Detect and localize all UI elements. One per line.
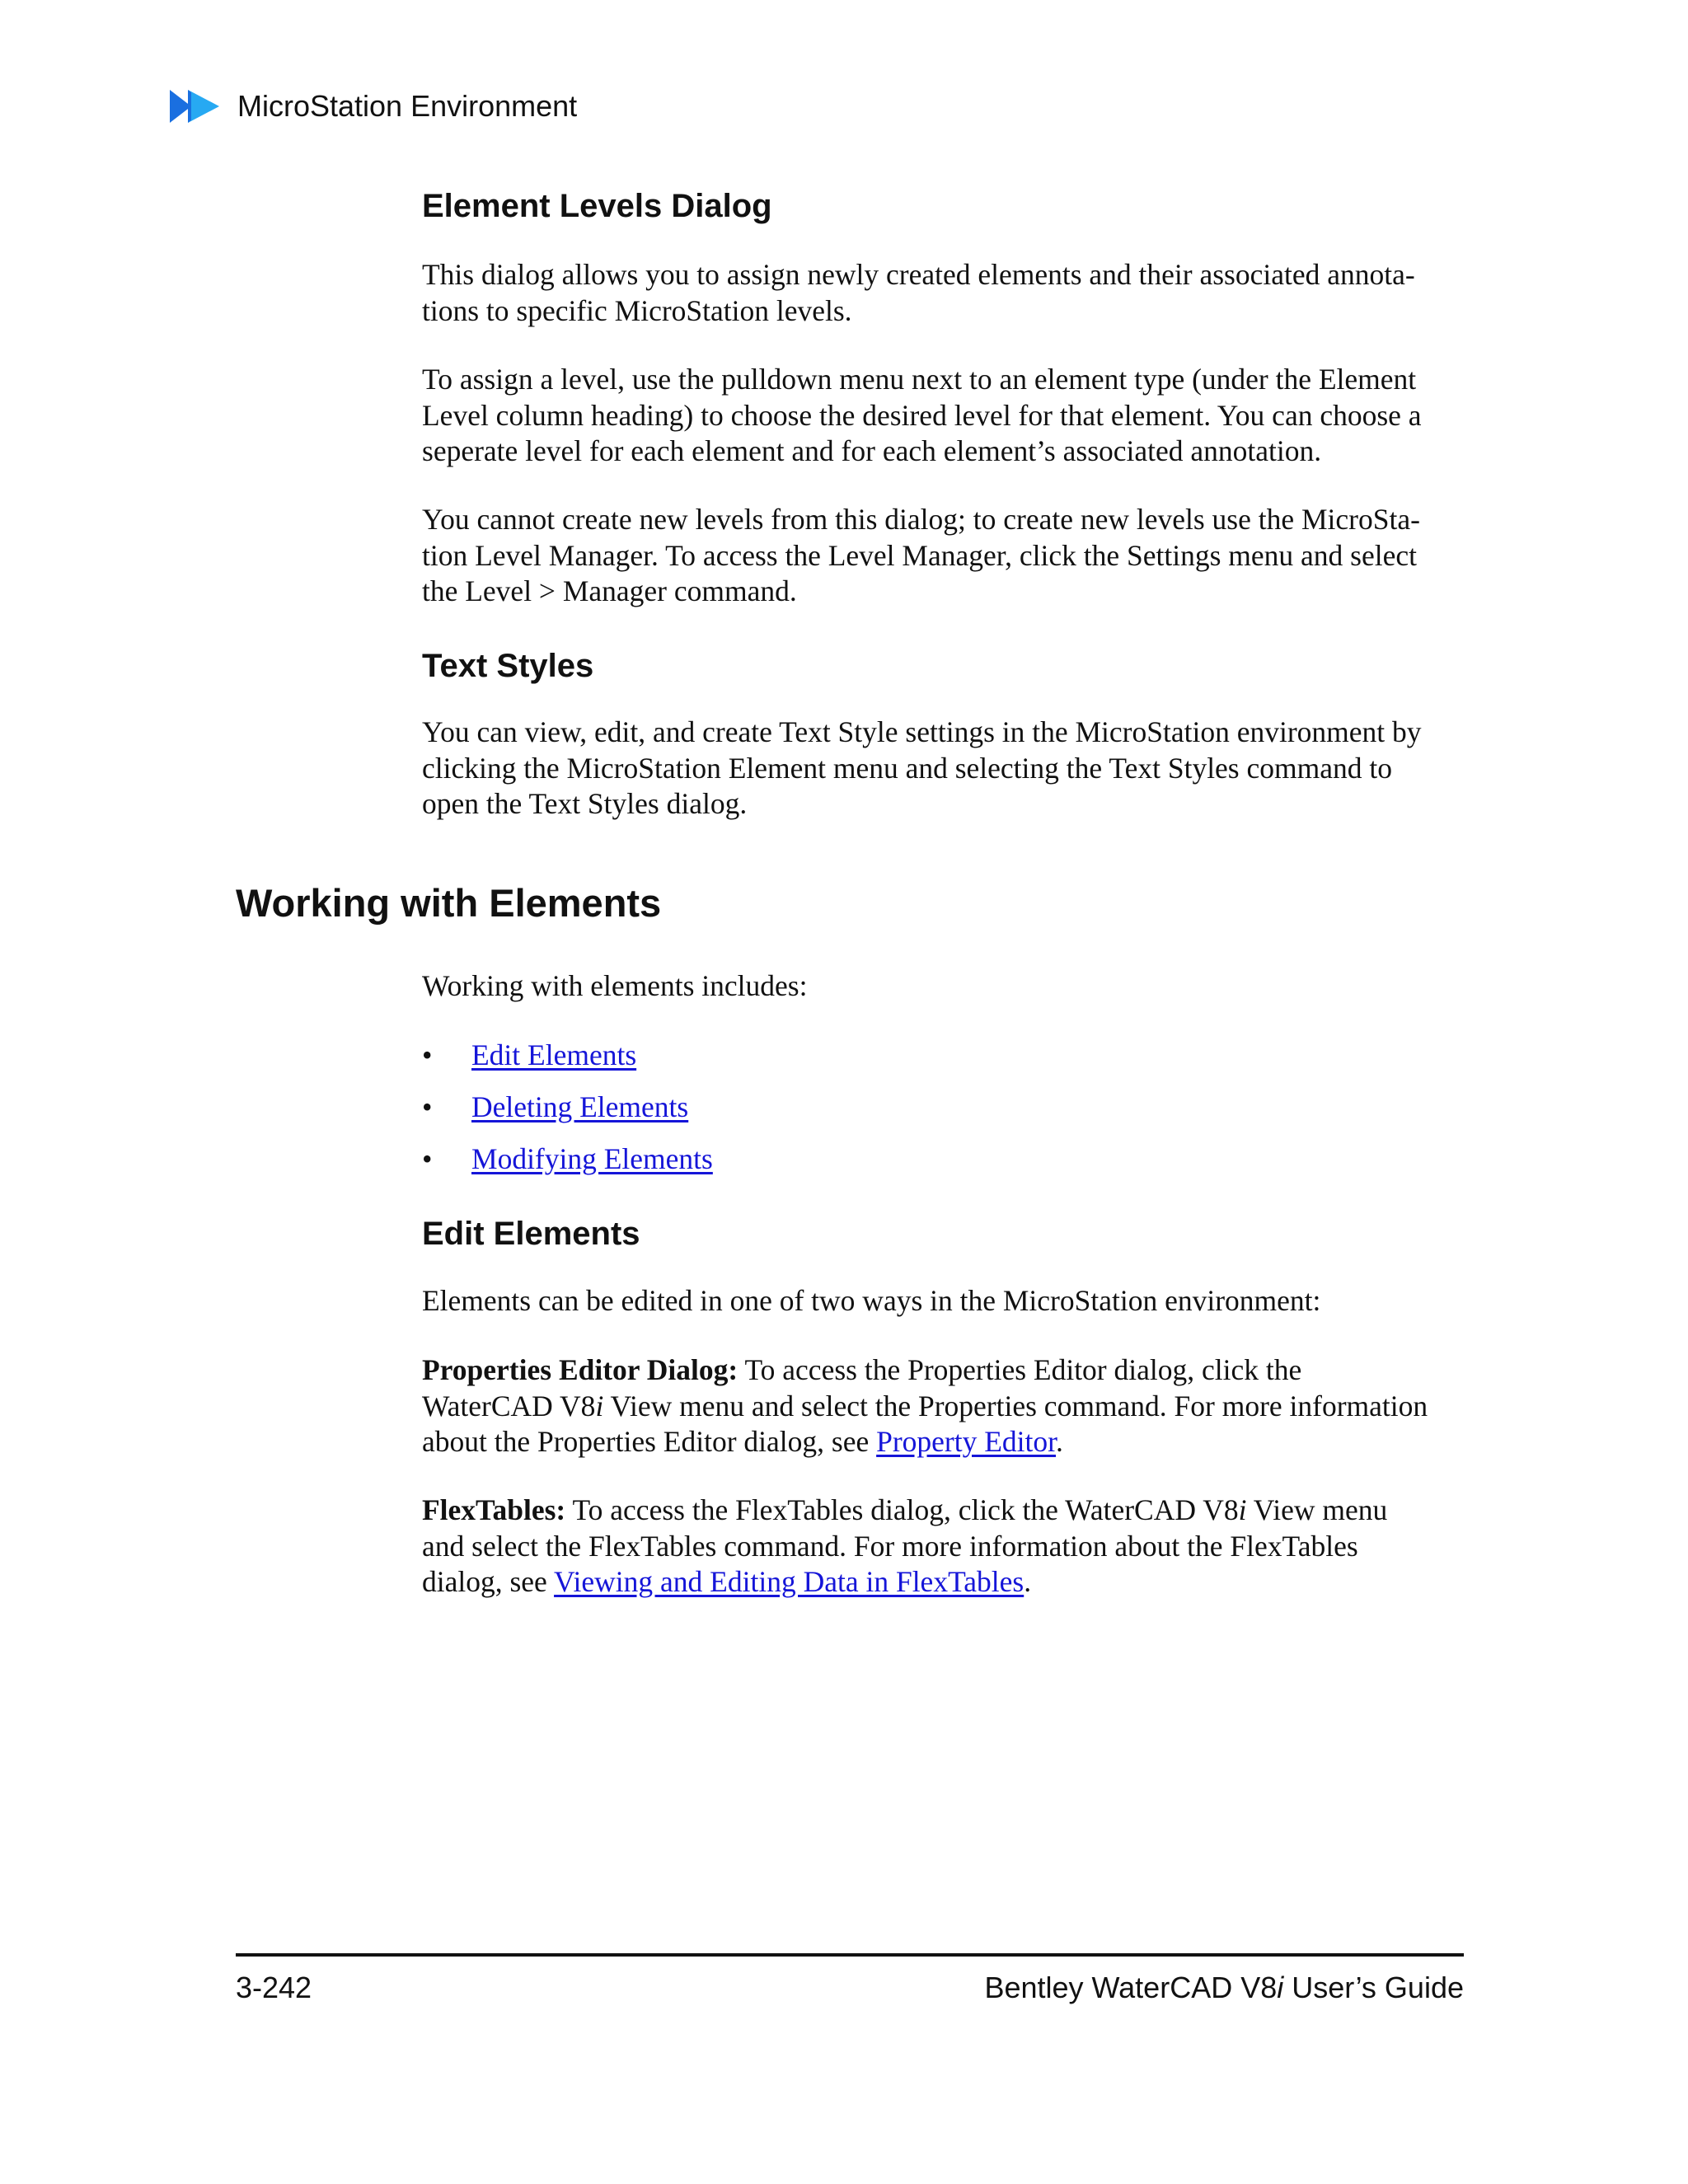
list-item — [422, 1141, 713, 1178]
heading-text-styles: Text Styles — [422, 648, 594, 684]
link-deleting-elements[interactable]: Deleting Elements — [471, 1090, 689, 1123]
guide-title: Bentley WaterCAD V8i User’s Guide — [984, 1971, 1464, 2004]
page-number: 3-242 — [236, 1971, 312, 2004]
bullet: • — [422, 1090, 433, 1123]
heading-working-with-elements: Working with Elements — [236, 881, 662, 925]
properties-editor-paragraph: Properties Editor Dialog: To access the Properties Editor dialog, click the WaterCAD V8i View menu and select the Properties command. For more information about the Properties Editor dialog, see Property Editor. — [422, 1353, 1428, 1458]
flextables-paragraph: FlexTables: To access the FlexTables dialog, click the WaterCAD V8i View menu and select the FlexTables command. For more information about the FlexTables dialog, see Viewing and Editing Data in FlexTables. — [422, 1493, 1388, 1598]
element-levels-paragraph-3: You cannot create new levels from this dialog; to create new levels use the MicroSta- tion Level Manager. To access the Level Manager, click the Settings menu and select the Level > Manager command. — [422, 503, 1420, 607]
chapter-title: MicroStation Environment — [237, 89, 578, 123]
text-styles-paragraph: You can view, edit, and create Text Style settings in the MicroStation environment by clicking the MicroStation Element menu and selecting the Text Styles command to open the Text Styles dialog. — [422, 715, 1422, 820]
list-item — [422, 1038, 636, 1074]
link-edit-elements[interactable]: Edit Elements — [471, 1038, 637, 1071]
heading-edit-elements: Edit Elements — [422, 1216, 640, 1252]
footer-divider — [236, 1953, 1464, 1957]
link-property-editor[interactable]: Property Editor — [876, 1425, 1057, 1458]
element-levels-paragraph-2: To assign a level, use the pulldown menu next to an element type (under the Element Level column heading) to choose the desired level for that element. You can choose a seperate level for each element and for each element’s associated annotation. — [422, 363, 1422, 467]
double-chevron-right-icon — [170, 88, 223, 124]
link-viewing-and-editing-data-in-flextables[interactable]: Viewing and Editing Data in FlexTables — [554, 1565, 1025, 1598]
working-with-elements-intro: Working with elements includes: — [422, 969, 808, 1002]
bullet: • — [422, 1142, 433, 1175]
bullet: • — [422, 1038, 433, 1071]
list-item — [422, 1090, 688, 1126]
edit-elements-intro: Elements can be edited in one of two ways in the MicroStation environment: — [422, 1284, 1321, 1317]
page-header — [170, 86, 577, 127]
flextables-label: FlexTables: — [422, 1493, 566, 1526]
heading-element-levels-dialog: Element Levels Dialog — [422, 188, 772, 224]
properties-editor-label: Properties Editor Dialog: — [422, 1353, 738, 1386]
link-modifying-elements[interactable]: Modifying Elements — [471, 1142, 713, 1175]
element-levels-paragraph-1: This dialog allows you to assign newly created elements and their associated annota- tions to specific MicroStation levels. — [422, 258, 1415, 327]
